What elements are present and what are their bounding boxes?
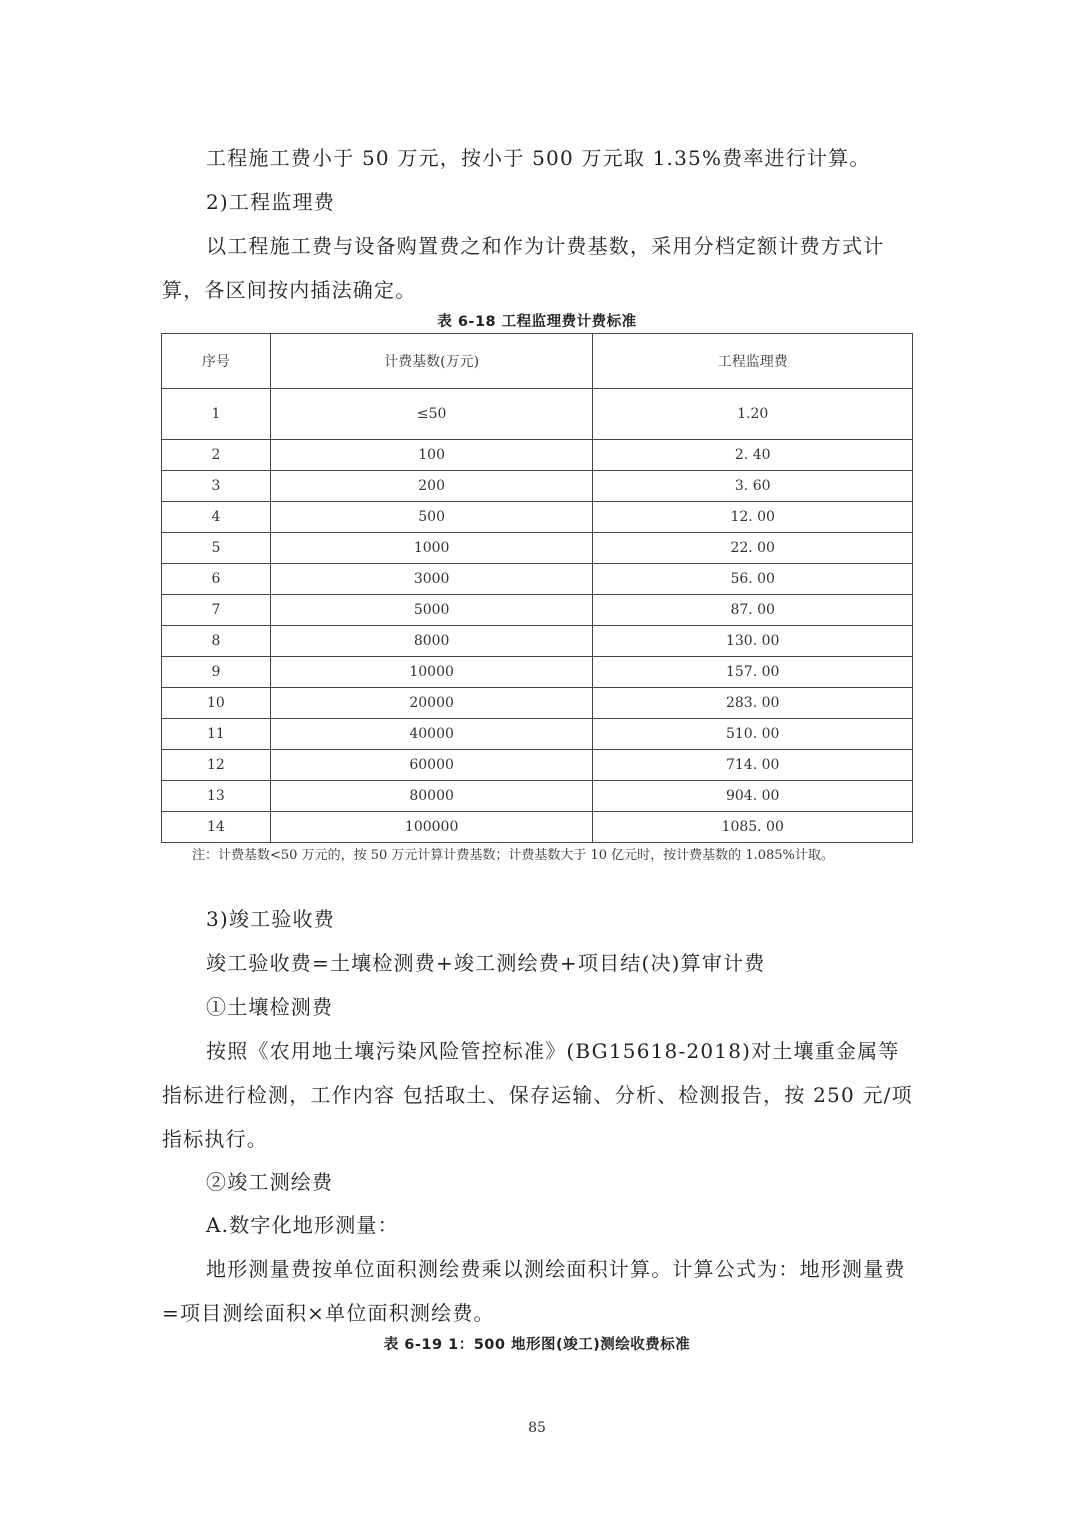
cell-index: 2 <box>162 440 271 471</box>
paragraph-supervision-basis: 以工程施工费与设备购置费之和作为计费基数，采用分档定额计费方式计算，各区间按内插法确定。 <box>162 234 885 302</box>
table-header-row <box>162 334 913 389</box>
cell-fee-base: ≤50 <box>270 389 593 440</box>
table-row <box>162 750 913 781</box>
cell-fee-base: 500 <box>270 502 593 533</box>
table-row <box>162 595 913 626</box>
cell-index: 7 <box>162 595 271 626</box>
cell-index: 8 <box>162 626 271 657</box>
cell-fee-base: 8000 <box>270 626 593 657</box>
cell-index: 3 <box>162 471 271 502</box>
cell-supervision-fee: 157. 00 <box>593 657 913 688</box>
table-row <box>162 564 913 595</box>
cell-fee-base: 60000 <box>270 750 593 781</box>
cell-supervision-fee: 714. 00 <box>593 750 913 781</box>
table-row <box>162 688 913 719</box>
table-row <box>162 502 913 533</box>
cell-supervision-fee: 1.20 <box>593 389 913 440</box>
table-row <box>162 719 913 750</box>
header-index: 序号 <box>162 334 271 389</box>
table-note: 注：计费基数<50 万元的，按 50 万元计算计费基数；计费基数大于 10 亿元时，按计费基数的 1.085%计取。 <box>192 848 834 863</box>
cell-fee-base: 100 <box>270 440 593 471</box>
cell-supervision-fee: 22. 00 <box>593 533 913 564</box>
table-caption-6-18: 表 6-18 工程监理费计费标准 <box>437 314 637 330</box>
header-fee-base: 计费基数(万元) <box>270 334 593 389</box>
cell-index: 12 <box>162 750 271 781</box>
heading-acceptance-fee: 3)竣工验收费 <box>206 907 335 931</box>
paragraph-topo-survey-formula: 地形测量费按单位面积测绘费乘以测绘面积计算。计算公式为：地形测量费=项目测绘面积×单位面积测绘费。 <box>162 1257 906 1325</box>
cell-supervision-fee: 283. 00 <box>593 688 913 719</box>
paragraph-construction-fee: 工程施工费小于 50 万元，按小于 500 万元取 1.35%费率进行计算。 <box>206 146 871 170</box>
cell-fee-base: 80000 <box>270 781 593 812</box>
cell-index: 1 <box>162 389 271 440</box>
cell-supervision-fee: 12. 00 <box>593 502 913 533</box>
cell-index: 13 <box>162 781 271 812</box>
table-row <box>162 781 913 812</box>
table-caption-6-19: 表 6-19 1：500 地形图(竣工)测绘收费标准 <box>383 1337 691 1353</box>
table-row <box>162 533 913 564</box>
heading-survey-fee: ②竣工测绘费 <box>206 1170 334 1194</box>
cell-index: 14 <box>162 812 271 843</box>
cell-supervision-fee: 2. 40 <box>593 440 913 471</box>
cell-fee-base: 10000 <box>270 657 593 688</box>
cell-fee-base: 20000 <box>270 688 593 719</box>
cell-supervision-fee: 3. 60 <box>593 471 913 502</box>
cell-index: 5 <box>162 533 271 564</box>
formula-acceptance-fee: 竣工验收费=土壤检测费+竣工测绘费+项目结(决)算审计费 <box>206 951 766 975</box>
cell-fee-base: 100000 <box>270 812 593 843</box>
page-number: 85 <box>528 1420 546 1436</box>
heading-digital-topo-survey: A.数字化地形测量： <box>206 1213 399 1237</box>
cell-fee-base: 1000 <box>270 533 593 564</box>
cell-index: 9 <box>162 657 271 688</box>
table-row <box>162 626 913 657</box>
table-row <box>162 812 913 843</box>
heading-supervision-fee: 2)工程监理费 <box>206 190 335 214</box>
header-supervision-fee: 工程监理费 <box>593 334 913 389</box>
paragraph-soil-testing: 按照《农用地土壤污染风险管控标准》(BG15618-2018)对土壤重金属等指标进行检测，工作内容 包括取土、保存运输、分析、检测报告，按 250 元/项指标执行。 <box>162 1039 913 1151</box>
supervision-fee-table <box>161 333 913 843</box>
table-row <box>162 440 913 471</box>
cell-index: 10 <box>162 688 271 719</box>
cell-index: 11 <box>162 719 271 750</box>
heading-soil-testing-fee: ①土壤检测费 <box>206 995 334 1019</box>
cell-fee-base: 5000 <box>270 595 593 626</box>
cell-index: 6 <box>162 564 271 595</box>
cell-fee-base: 3000 <box>270 564 593 595</box>
cell-supervision-fee: 904. 00 <box>593 781 913 812</box>
cell-supervision-fee: 1085. 00 <box>593 812 913 843</box>
cell-supervision-fee: 130. 00 <box>593 626 913 657</box>
cell-supervision-fee: 87. 00 <box>593 595 913 626</box>
cell-supervision-fee: 56. 00 <box>593 564 913 595</box>
cell-supervision-fee: 510. 00 <box>593 719 913 750</box>
cell-index: 4 <box>162 502 271 533</box>
cell-fee-base: 40000 <box>270 719 593 750</box>
cell-fee-base: 200 <box>270 471 593 502</box>
table-row <box>162 657 913 688</box>
table-row <box>162 471 913 502</box>
table-row <box>162 389 913 440</box>
